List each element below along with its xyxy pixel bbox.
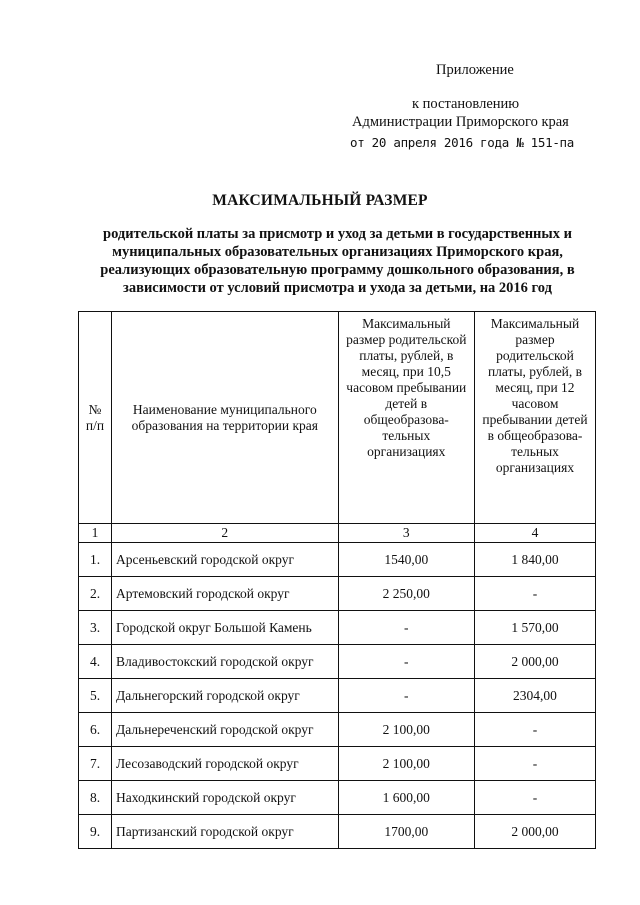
municipality-name: Лесозаводский городской округ bbox=[112, 747, 339, 781]
table-row bbox=[79, 611, 596, 645]
fee-12: 2 000,00 bbox=[474, 815, 595, 849]
row-number: 7. bbox=[79, 747, 112, 781]
table-row bbox=[79, 679, 596, 713]
row-number: 8. bbox=[79, 781, 112, 815]
fee-10-5: - bbox=[338, 611, 474, 645]
header-fee-12-hours: Максимальный размер родительской платы, рублей, в месяц, при 12 часовом пребывании детей в общеобразова-тельных организациях bbox=[474, 312, 595, 524]
column-number-row bbox=[79, 524, 596, 543]
fee-10-5: 2 100,00 bbox=[338, 747, 474, 781]
fee-10-5: 2 100,00 bbox=[338, 713, 474, 747]
appendix-administration: Администрации Приморского края bbox=[352, 114, 569, 130]
document-title: МАКСИМАЛЬНЫЙ РАЗМЕР bbox=[212, 192, 428, 209]
appendix-date-number: от 20 апреля 2016 года № 151-па bbox=[350, 135, 574, 150]
column-number: 4 bbox=[474, 524, 595, 543]
municipality-name: Дальнегорский городской округ bbox=[112, 679, 339, 713]
row-number: 9. bbox=[79, 815, 112, 849]
table-row bbox=[79, 781, 596, 815]
column-number: 1 bbox=[79, 524, 112, 543]
row-number: 3. bbox=[79, 611, 112, 645]
fee-12: - bbox=[474, 713, 595, 747]
row-number: 6. bbox=[79, 713, 112, 747]
municipality-name: Владивостокский городской округ bbox=[112, 645, 339, 679]
row-number: 2. bbox=[79, 577, 112, 611]
subtitle-line: муниципальных образовательных организациях Приморского края, bbox=[112, 244, 563, 260]
fee-10-5: 1 600,00 bbox=[338, 781, 474, 815]
header-number: № п/п bbox=[79, 312, 112, 524]
table-row bbox=[79, 645, 596, 679]
table-row bbox=[79, 713, 596, 747]
municipality-name: Городской округ Большой Камень bbox=[112, 611, 339, 645]
fee-12: - bbox=[474, 747, 595, 781]
subtitle-line: родительской платы за присмотр и уход за детьми в государственных и bbox=[103, 226, 572, 242]
header-fee-10-5-hours: Максимальный размер родительской платы, рублей, в месяц, при 10,5 часовом пребывании детей в общеобразова-тельных организациях bbox=[338, 312, 474, 524]
fees-table bbox=[78, 311, 596, 849]
fee-12: 2 000,00 bbox=[474, 645, 595, 679]
table-row bbox=[79, 577, 596, 611]
fee-12: - bbox=[474, 781, 595, 815]
fee-10-5: - bbox=[338, 679, 474, 713]
column-number: 2 bbox=[112, 524, 339, 543]
row-number: 5. bbox=[79, 679, 112, 713]
fee-12: 2304,00 bbox=[474, 679, 595, 713]
municipality-name: Партизанский городской округ bbox=[112, 815, 339, 849]
fee-10-5: 2 250,00 bbox=[338, 577, 474, 611]
header-municipality: Наименование муниципального образования на территории края bbox=[112, 312, 339, 524]
municipality-name: Находкинский городской округ bbox=[112, 781, 339, 815]
municipality-name: Арсеньевский городской округ bbox=[112, 543, 339, 577]
fee-10-5: 1540,00 bbox=[338, 543, 474, 577]
appendix-label: Приложение bbox=[436, 62, 514, 78]
fee-10-5: 1700,00 bbox=[338, 815, 474, 849]
fee-12: 1 570,00 bbox=[474, 611, 595, 645]
table-row bbox=[79, 815, 596, 849]
row-number: 4. bbox=[79, 645, 112, 679]
fee-12: 1 840,00 bbox=[474, 543, 595, 577]
table-header-row bbox=[79, 312, 596, 524]
municipality-name: Дальнереченский городской округ bbox=[112, 713, 339, 747]
document-subtitle bbox=[80, 225, 595, 297]
table-row bbox=[79, 543, 596, 577]
table-row bbox=[79, 747, 596, 781]
row-number: 1. bbox=[79, 543, 112, 577]
subtitle-line: реализующих образовательную программу дошкольного образования, в bbox=[100, 262, 575, 278]
column-number: 3 bbox=[338, 524, 474, 543]
municipality-name: Артемовский городской округ bbox=[112, 577, 339, 611]
fee-12: - bbox=[474, 577, 595, 611]
appendix-resolution-ref: к постановлению bbox=[412, 96, 520, 112]
fee-10-5: - bbox=[338, 645, 474, 679]
subtitle-line: зависимости от условий присмотра и ухода за детьми, на 2016 год bbox=[123, 280, 552, 296]
